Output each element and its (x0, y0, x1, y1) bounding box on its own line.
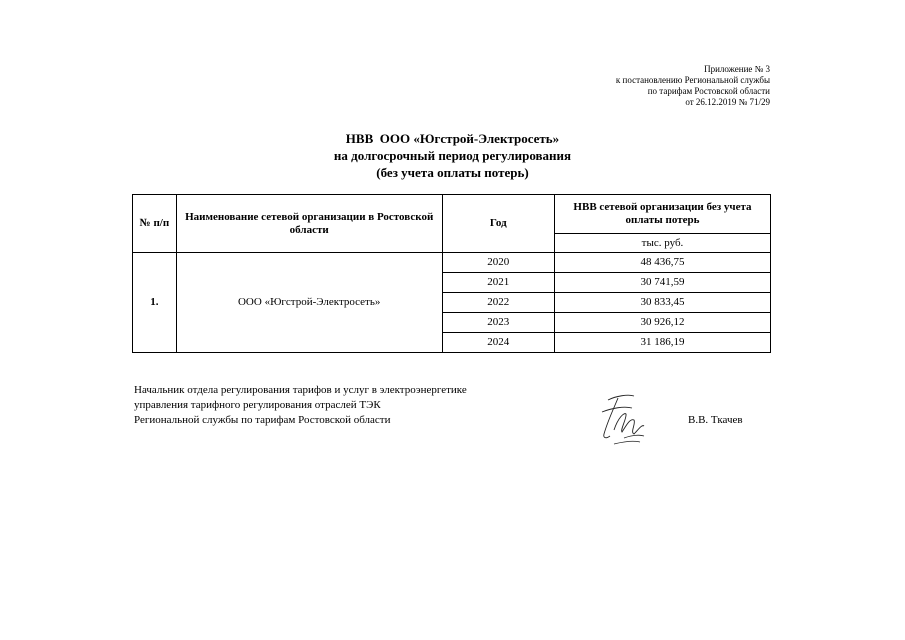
title-line: НВВ ООО «Югстрой-Электросеть» (345, 131, 560, 146)
table-row (133, 253, 771, 273)
nvv-table (132, 194, 771, 353)
value-cell: 30 833,45 (554, 293, 770, 313)
value-cell: 31 186,19 (554, 333, 770, 353)
organization-name: ООО «Югстрой-Электросеть» (176, 253, 442, 353)
header-unit: тыс. руб. (554, 234, 770, 253)
handwritten-signature (594, 390, 654, 448)
document-title (0, 130, 905, 181)
appendix-line: Приложение № 3 (704, 64, 770, 74)
row-number: 1. (133, 253, 177, 353)
signer-name: В.В. Ткачев (688, 414, 743, 426)
year-cell: 2020 (442, 253, 554, 273)
title-line: на долгосрочный период регулирования (333, 148, 572, 163)
header-nvv: НВВ сетевой организации без учета оплаты потерь (554, 195, 770, 234)
header-num: № п/п (133, 195, 177, 253)
table-header-row (133, 195, 771, 234)
year-cell: 2024 (442, 333, 554, 353)
appendix-line: по тарифам Ростовской области (647, 86, 770, 96)
year-cell: 2023 (442, 313, 554, 333)
position-line: управления тарифного регулирования отраслей ТЭК (134, 399, 381, 411)
appendix-line: от 26.12.2019 № 71/29 (685, 97, 770, 107)
header-year: Год (442, 195, 554, 253)
value-cell: 48 436,75 (554, 253, 770, 273)
appendix-line: к постановлению Региональной службы (615, 75, 770, 85)
position-line: Региональной службы по тарифам Ростовской области (134, 414, 391, 426)
title-line: (без учета оплаты потерь) (376, 165, 529, 180)
signature-block (134, 383, 467, 428)
position-line: Начальник отдела регулирования тарифов и услуг в электроэнергетике (134, 384, 467, 396)
value-cell: 30 926,12 (554, 313, 770, 333)
appendix-header (616, 64, 770, 108)
header-name: Наименование сетевой организации в Ростовской области (176, 195, 442, 253)
value-cell: 30 741,59 (554, 273, 770, 293)
year-cell: 2022 (442, 293, 554, 313)
year-cell: 2021 (442, 273, 554, 293)
